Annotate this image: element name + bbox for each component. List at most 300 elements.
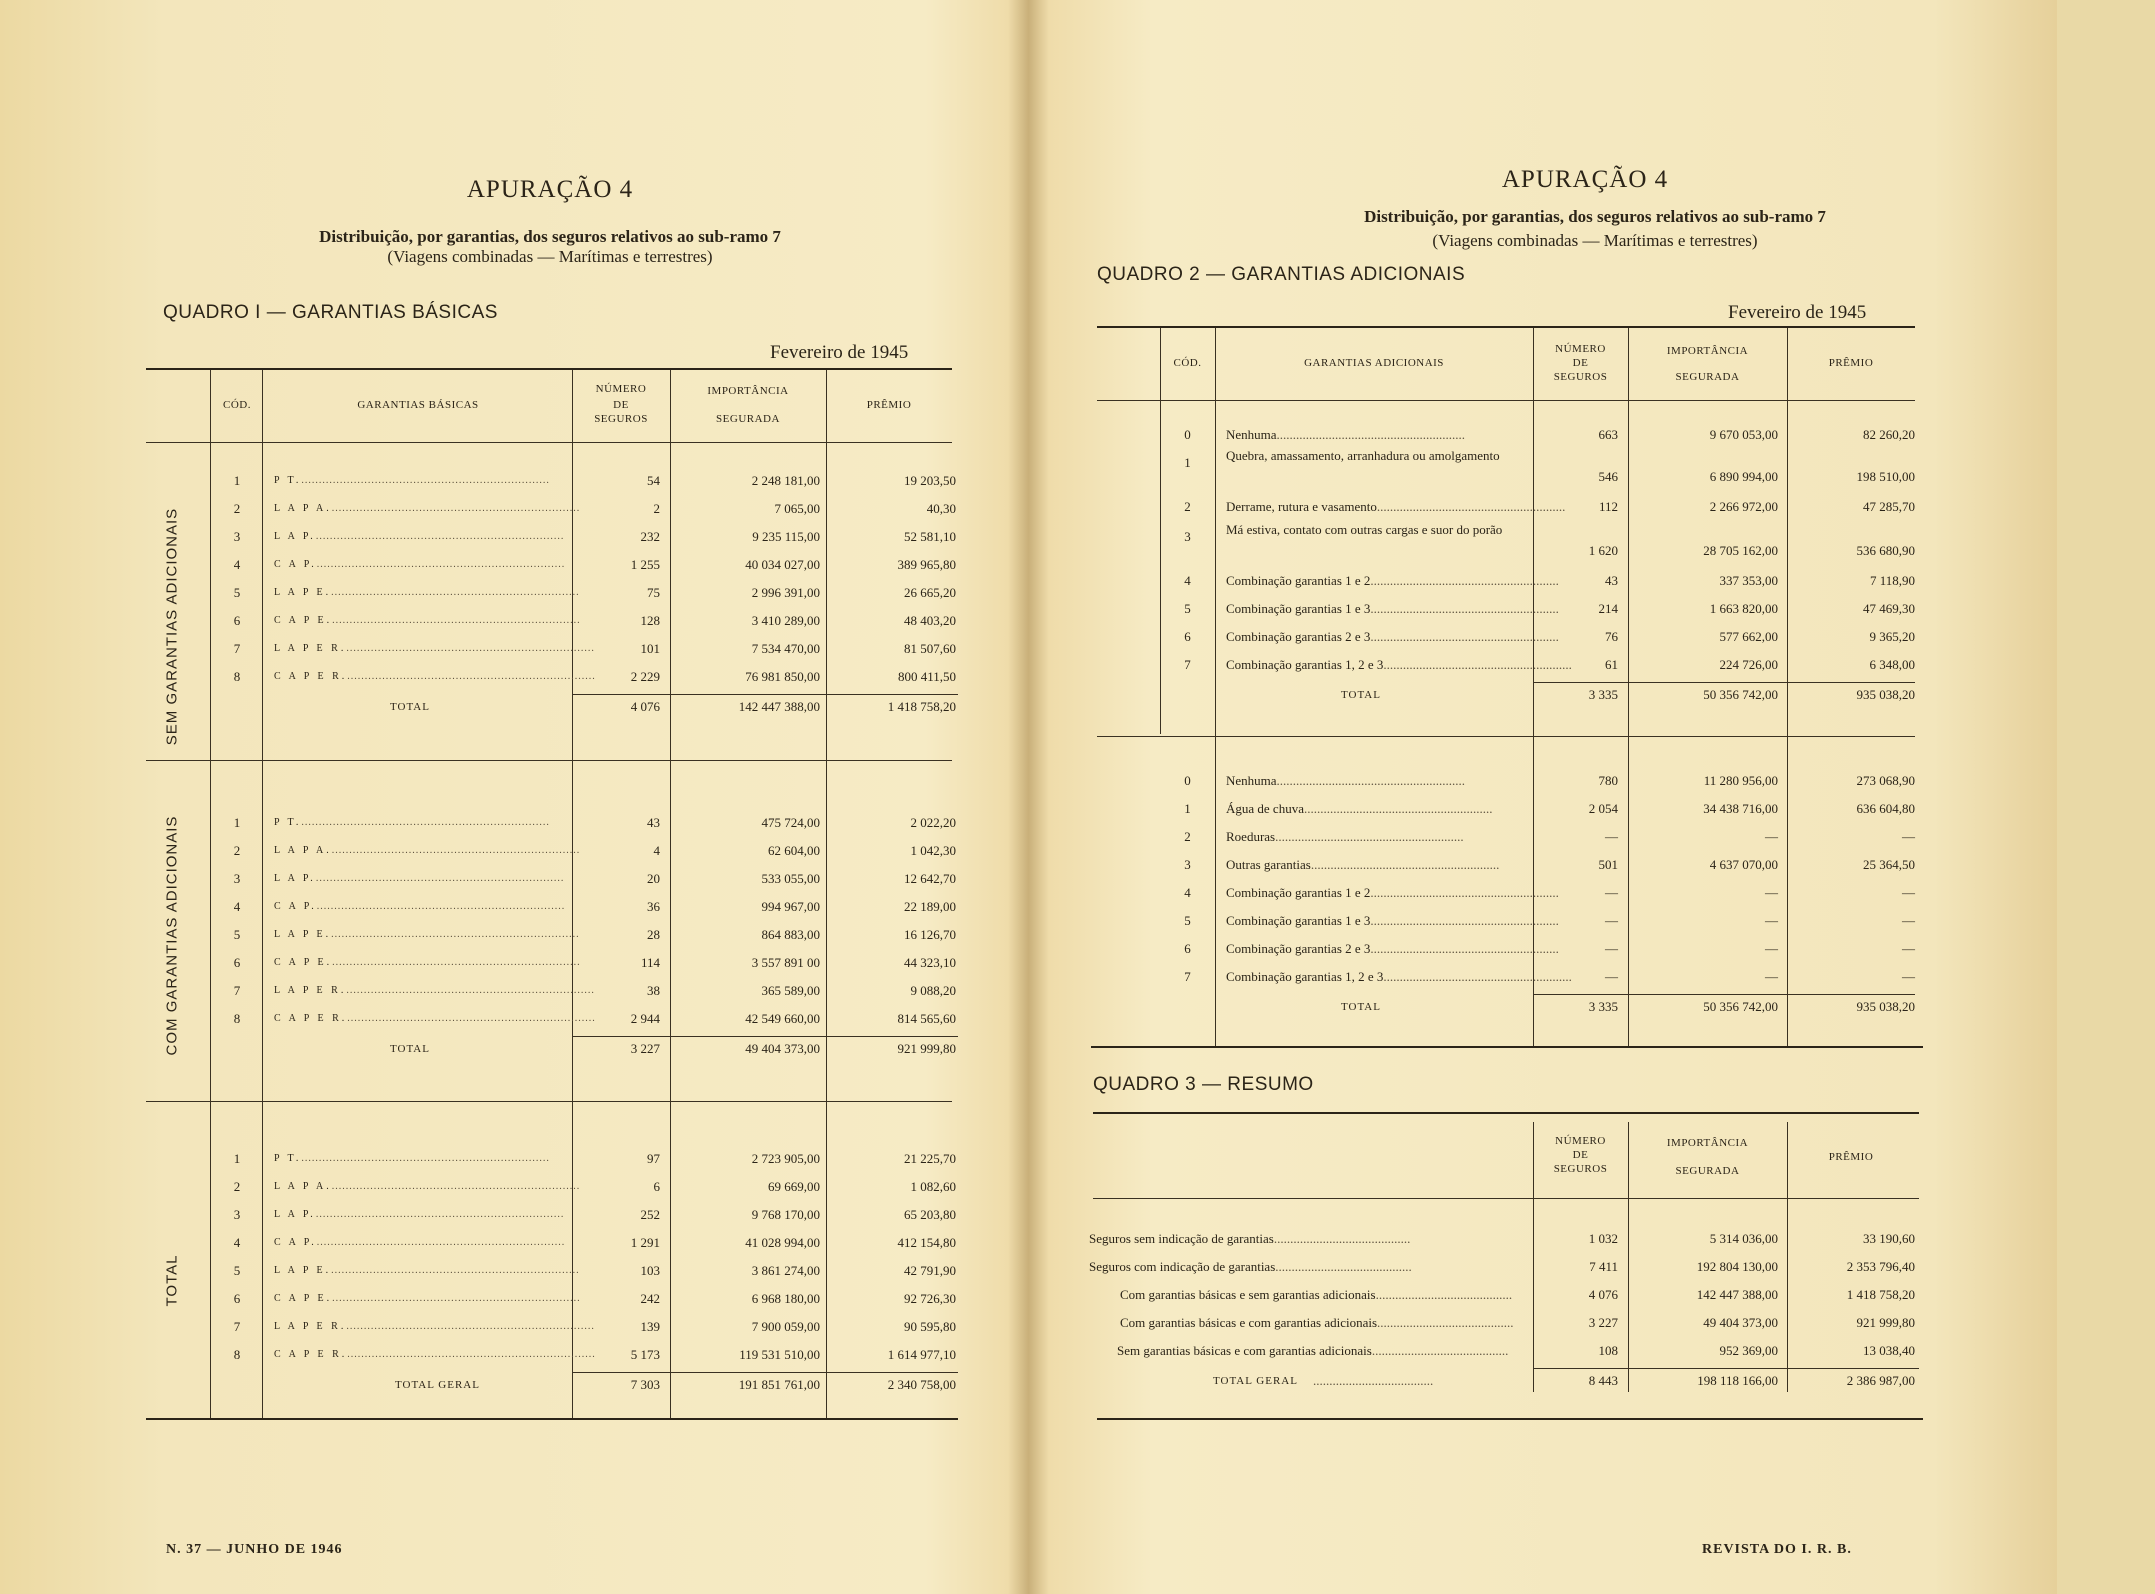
leader-dots: ....................................................................... <box>347 1349 596 1360</box>
resumo-header-rule <box>1093 1198 1919 1199</box>
importancia-cell: 62 604,00 <box>768 843 820 858</box>
cod-cell: 1 <box>1184 801 1191 816</box>
importancia-cell: 119 531 510,00 <box>739 1347 820 1362</box>
importancia-cell: 7 065,00 <box>774 501 820 516</box>
leader-dots: ....................................................................... <box>346 643 595 654</box>
label-cell <box>274 1008 596 1030</box>
label-text: L A P A. <box>274 503 332 514</box>
resumo-row <box>1035 1284 2057 1306</box>
cod-cell: 4 <box>1184 573 1191 588</box>
label-text: L A P A. <box>274 845 332 856</box>
cod-cell: 8 <box>233 1347 241 1362</box>
leader-dots: ....................................................................... <box>316 1237 566 1248</box>
total-label: TOTAL <box>390 701 430 713</box>
total-importancia: 50 356 742,00 <box>1703 999 1778 1014</box>
total-premio: 921 999,80 <box>897 1041 956 1056</box>
leader-dots: .......................................................... <box>1370 885 1559 900</box>
cod-cell: 3 <box>1184 529 1191 544</box>
resumo-top-rule <box>1093 1112 1919 1114</box>
cod-cell: 4 <box>233 557 241 572</box>
resumo-numero: 7 411 <box>1589 1259 1618 1274</box>
importancia-cell: 9 768 170,00 <box>751 1207 820 1222</box>
numero-cell: — <box>1605 913 1618 928</box>
cod-cell: 3 <box>233 1207 241 1222</box>
leader-dots: ..................................... <box>1313 1373 1434 1388</box>
premio-cell: 42 791,90 <box>904 1263 956 1278</box>
importancia-cell: — <box>1765 885 1778 900</box>
numero-cell: 4 <box>653 843 660 858</box>
resumo-premio: 2 353 796,40 <box>1846 1259 1915 1274</box>
importancia-cell: 337 353,00 <box>1719 573 1778 588</box>
premio-cell: 636 604,80 <box>1856 801 1915 816</box>
label-cell <box>1226 910 1559 932</box>
label-cell <box>274 1288 581 1310</box>
label-cell <box>1226 798 1530 820</box>
numero-cell: 128 <box>640 613 660 628</box>
side-label-com: COM GARANTIAS ADICIONAIS <box>163 815 181 1056</box>
table-row <box>0 1344 1020 1366</box>
header-importancia-1: IMPORTÂNCIA <box>1666 345 1749 357</box>
importancia-cell: — <box>1765 941 1778 956</box>
label-text: C A P. <box>274 559 317 570</box>
importancia-cell: 76 981 850,00 <box>745 669 820 684</box>
total-label: TOTAL <box>1341 1001 1381 1013</box>
label-text: L A P E R. <box>274 985 347 996</box>
importancia-cell: 864 883,00 <box>761 927 820 942</box>
group-divider-2 <box>146 1101 952 1102</box>
label-cell <box>274 498 581 520</box>
importancia-cell: 7 900 059,00 <box>751 1319 820 1334</box>
premio-cell: 65 203,80 <box>904 1207 956 1222</box>
resumo-total-label: TOTAL GERAL <box>1213 1375 1298 1387</box>
leader-dots: .......................................................... <box>1276 427 1466 442</box>
subtitle-line-1: Distribuição, por garantias, dos seguros relativos ao sub-ramo 7 <box>319 227 781 246</box>
numero-cell: 139 <box>640 1319 660 1334</box>
table-row <box>1035 570 2057 592</box>
premio-cell: 40,30 <box>926 501 956 516</box>
leader-dots: ....................................................................... <box>315 873 565 884</box>
label-text: C A P E. <box>274 1293 333 1304</box>
importancia-cell: 533 055,00 <box>761 871 820 886</box>
label-cell <box>1226 654 1572 676</box>
table-row <box>1035 882 2057 904</box>
premio-cell: 1 042,30 <box>910 843 956 858</box>
leader-dots: ....................................................................... <box>346 985 595 996</box>
cod-cell: 6 <box>1184 629 1191 644</box>
leader-dots: .......................................................... <box>1383 969 1572 984</box>
table-row <box>0 1008 1020 1030</box>
table-row <box>1035 770 2057 792</box>
right-page <box>1035 0 2057 1594</box>
resumo-numero: 1 032 <box>1588 1231 1618 1246</box>
numero-cell: 36 <box>647 899 660 914</box>
numero-cell: — <box>1605 885 1618 900</box>
table-row <box>1035 938 2057 960</box>
premio-cell: 7 118,90 <box>1869 573 1915 588</box>
cod-cell: 3 <box>233 529 241 544</box>
total-importancia: 50 356 742,00 <box>1703 687 1778 702</box>
leader-dots: ....................................................................... <box>315 531 565 542</box>
premio-cell: 82 260,20 <box>1863 427 1915 442</box>
numero-cell: — <box>1605 969 1618 984</box>
total-numero: 3 227 <box>630 1041 660 1056</box>
label-text: Má estiva, contato com outras cargas e suor do porão <box>1226 522 1503 537</box>
header-garantias: GARANTIAS BÁSICAS <box>357 399 479 411</box>
label-text: L A P. <box>274 1209 316 1220</box>
leader-dots: ....................................................................... <box>331 1181 581 1192</box>
leader-dots: ....................................................................... <box>301 817 550 828</box>
resumo-header-numero-2: DE <box>1572 1149 1589 1161</box>
leader-dots: ....................................................................... <box>331 587 580 598</box>
importancia-cell: 2 723 905,00 <box>751 1151 820 1166</box>
cod-cell: 2 <box>1184 829 1191 844</box>
importancia-cell: 40 034 027,00 <box>745 557 820 572</box>
importancia-cell: 2 266 972,00 <box>1709 499 1778 514</box>
importancia-cell: 3 410 289,00 <box>751 613 820 628</box>
label-text: L A P E R. <box>274 1321 347 1332</box>
label-text: C A P E R. <box>274 1349 348 1360</box>
leader-dots: ....................................................................... <box>347 671 596 682</box>
numero-cell: 2 229 <box>630 669 660 684</box>
header-cod: CÓD. <box>223 399 251 411</box>
resumo-numero: 3 227 <box>1588 1315 1618 1330</box>
label-text: Outras garantias <box>1226 857 1311 872</box>
label-cell <box>274 924 580 946</box>
resumo-header-importancia-1: IMPORTÂNCIA <box>1666 1137 1749 1149</box>
cod-cell: 8 <box>233 669 241 684</box>
header-numero-1: NÚMERO <box>1555 343 1606 355</box>
header-numero-3: SEGUROS <box>594 413 648 425</box>
cod-cell: 7 <box>233 983 241 998</box>
leader-dots: .......................................................... <box>1370 573 1559 588</box>
cod-cell: 8 <box>233 1011 241 1026</box>
label-cell <box>274 582 580 604</box>
resumo-label-text: Com garantias básicas e sem garantias adicionais <box>1120 1287 1376 1302</box>
cod-cell: 5 <box>233 585 241 600</box>
cod-cell: 2 <box>233 843 241 858</box>
label-cell <box>1226 570 1559 592</box>
total-premio: 935 038,20 <box>1856 687 1915 702</box>
label-text: Combinação garantias 2 e 3 <box>1226 629 1371 644</box>
resumo-header-premio: PRÊMIO <box>1828 1151 1874 1163</box>
left-page <box>0 0 1020 1594</box>
resumo-label-text: Seguros sem indicação de garantias <box>1089 1231 1274 1246</box>
label-text: Nenhuma <box>1226 773 1277 788</box>
table-row <box>0 666 1020 688</box>
numero-cell: 5 173 <box>630 1347 660 1362</box>
premio-cell: 21 225,70 <box>904 1151 956 1166</box>
table-row <box>0 840 1020 862</box>
cod-cell: 1 <box>233 1151 241 1166</box>
label-text: Combinação garantias 1, 2 e 3 <box>1226 657 1384 672</box>
label-text: C A P E. <box>274 615 333 626</box>
table-row <box>0 868 1020 890</box>
leader-dots: ....................................................................... <box>332 1293 581 1304</box>
premio-cell: 47 285,70 <box>1863 499 1915 514</box>
importancia-cell: 994 967,00 <box>761 899 820 914</box>
total-row <box>0 1038 1020 1060</box>
label-text: Combinação garantias 1 e 2 <box>1226 885 1371 900</box>
total-numero: 7 303 <box>630 1377 660 1392</box>
header-numero-2: DE <box>613 399 629 411</box>
importancia-cell: 28 705 162,00 <box>1703 543 1778 558</box>
subtitle-line-2: (Viagens combinadas — Marítimas e terrestres) <box>387 247 713 266</box>
header-garantias: GARANTIAS ADICIONAIS <box>1304 357 1444 369</box>
header-bottom-rule <box>1097 400 1915 401</box>
premio-cell: 9 088,20 <box>910 983 956 998</box>
table-top-rule <box>146 368 952 370</box>
numero-cell: 20 <box>647 871 660 886</box>
resumo-importancia: 142 447 388,00 <box>1696 1287 1778 1302</box>
cod-cell: 6 <box>233 613 241 628</box>
leader-dots: .......................................................... <box>1376 499 1566 514</box>
total-rule <box>1533 1368 1919 1369</box>
label-cell <box>274 470 570 492</box>
label-cell <box>274 1316 595 1338</box>
label-text: Combinação garantias 1, 2 e 3 <box>1226 969 1384 984</box>
table-row <box>0 582 1020 604</box>
resumo-importancia: 952 369,00 <box>1719 1343 1778 1358</box>
table-row <box>0 952 1020 974</box>
label-text: Nenhuma <box>1226 427 1277 442</box>
premio-cell: 12 642,70 <box>904 871 956 886</box>
total-numero: 4 076 <box>630 699 660 714</box>
label-text: P T. <box>274 475 302 486</box>
cod-cell: 1 <box>1184 455 1191 470</box>
table-row <box>0 980 1020 1002</box>
numero-cell: 43 <box>647 815 660 830</box>
resumo-premio: 921 999,80 <box>1856 1315 1915 1330</box>
label-cell <box>274 554 570 576</box>
total-importancia: 191 851 761,00 <box>738 1377 820 1392</box>
label-cell <box>1226 424 1530 446</box>
cod-cell: 5 <box>233 1263 241 1278</box>
importancia-cell: 42 549 660,00 <box>745 1011 820 1026</box>
header-cod: CÓD. <box>1173 357 1202 369</box>
importancia-cell: 69 669,00 <box>768 1179 820 1194</box>
total-label: TOTAL <box>1341 689 1381 701</box>
label-text: L A P. <box>274 531 316 542</box>
premio-cell: 52 581,10 <box>904 529 956 544</box>
label-cell <box>1226 448 1530 482</box>
importancia-cell: 6 968 180,00 <box>751 1291 820 1306</box>
importancia-cell: — <box>1765 829 1778 844</box>
table-row <box>0 498 1020 520</box>
quadro-2-bottom-rule <box>1091 1046 1923 1048</box>
leader-dots: ....................................................................... <box>301 1153 550 1164</box>
cod-cell: 1 <box>233 815 241 830</box>
label-cell <box>274 1148 570 1170</box>
leader-dots: ....................................................................... <box>347 1013 596 1024</box>
leader-dots: .......................................................... <box>1370 941 1559 956</box>
table-row <box>1035 966 2057 988</box>
resumo-label-cell <box>1120 1312 1530 1334</box>
label-cell <box>274 666 596 688</box>
label-text: C A P. <box>274 901 317 912</box>
table-row <box>1035 854 2057 876</box>
total-rule <box>1533 994 1915 995</box>
cod-cell: 4 <box>233 899 241 914</box>
resumo-header-numero-3: SEGUROS <box>1553 1163 1608 1175</box>
label-text: C A P. <box>274 1237 317 1248</box>
premio-cell: 536 680,90 <box>1856 543 1915 558</box>
label-text: Combinação garantias 1 e 2 <box>1226 573 1371 588</box>
header-importancia-2: SEGURADA <box>716 413 780 425</box>
cod-cell: 7 <box>233 641 241 656</box>
table-row <box>0 1260 1020 1282</box>
resumo-premio: 1 418 758,20 <box>1846 1287 1915 1302</box>
table-row <box>0 526 1020 548</box>
label-cell <box>274 812 570 834</box>
quadro-3-title: QUADRO 3 — RESUMO <box>1093 1074 1314 1095</box>
premio-cell: — <box>1902 913 1915 928</box>
leader-dots: .......................................................... <box>1370 913 1559 928</box>
premio-cell: 16 126,70 <box>904 927 956 942</box>
total-premio: 1 418 758,20 <box>887 699 956 714</box>
table-top-rule <box>1097 326 1915 328</box>
importancia-cell: — <box>1765 913 1778 928</box>
header-bottom-rule <box>146 442 952 443</box>
table-row <box>0 1148 1020 1170</box>
importancia-cell: 41 028 994,00 <box>745 1235 820 1250</box>
premio-cell: 90 595,80 <box>904 1319 956 1334</box>
table-row <box>1035 522 2057 558</box>
header-importancia-1: IMPORTÂNCIA <box>707 385 789 397</box>
label-cell <box>274 1260 580 1282</box>
header-numero-3: SEGUROS <box>1553 371 1608 383</box>
total-label: TOTAL GERAL <box>395 1379 480 1391</box>
label-cell <box>274 840 581 862</box>
leader-dots: ....................................................................... <box>316 559 566 570</box>
numero-cell: 101 <box>640 641 660 656</box>
premio-cell: 22 189,00 <box>904 899 956 914</box>
leader-dots: .......................................................... <box>1310 857 1500 872</box>
importancia-cell: 4 637 070,00 <box>1709 857 1778 872</box>
premio-cell: 25 364,50 <box>1863 857 1915 872</box>
importancia-cell: 11 280 956,00 <box>1703 773 1778 788</box>
premio-cell: 44 323,10 <box>904 955 956 970</box>
numero-cell: 54 <box>647 473 660 488</box>
cod-cell: 2 <box>1184 499 1191 514</box>
cod-cell: 5 <box>1184 913 1191 928</box>
premio-cell: — <box>1902 885 1915 900</box>
page-footer-left: N. 37 — JUNHO DE 1946 <box>166 1542 343 1557</box>
leader-dots: .......................................... <box>1371 1343 1509 1358</box>
resumo-label-text: Seguros com indicação de garantias <box>1089 1259 1276 1274</box>
leader-dots: ....................................................................... <box>332 615 581 626</box>
header-premio: PRÊMIO <box>866 399 912 411</box>
total-numero: 3 335 <box>1588 687 1618 702</box>
cod-cell: 7 <box>1184 969 1191 984</box>
resumo-numero: 108 <box>1598 1343 1618 1358</box>
importancia-cell: 475 724,00 <box>761 815 820 830</box>
resumo-total-row <box>1035 1370 2057 1392</box>
group-divider-1 <box>146 760 952 761</box>
table-row <box>1035 496 2057 518</box>
label-cell <box>1226 826 1530 848</box>
total-row <box>0 1374 1020 1396</box>
label-text: P T. <box>274 1153 302 1164</box>
label-text: C A P E. <box>274 957 333 968</box>
resumo-row <box>1035 1340 2057 1362</box>
table-date: Fevereiro de 1945 <box>770 342 909 363</box>
total-rule <box>572 694 958 695</box>
cod-cell: 0 <box>1184 773 1191 788</box>
leader-dots: .......................................................... <box>1383 657 1572 672</box>
resumo-total-numero: 8 443 <box>1588 1373 1618 1388</box>
table-row <box>0 812 1020 834</box>
numero-cell: 663 <box>1598 427 1618 442</box>
numero-cell: 242 <box>640 1291 660 1306</box>
label-text: L A P E. <box>274 929 332 940</box>
total-row <box>1035 996 2057 1018</box>
resumo-header-importancia-2: SEGURADA <box>1675 1165 1740 1177</box>
numero-cell: 2 054 <box>1588 801 1618 816</box>
resumo-label-cell <box>1089 1256 1530 1278</box>
cod-cell: 7 <box>1184 657 1191 672</box>
label-text: Combinação garantias 2 e 3 <box>1226 941 1371 956</box>
table-row <box>1035 654 2057 676</box>
quadro-2-title: QUADRO 2 — GARANTIAS ADICIONAIS <box>1097 264 1466 285</box>
premio-cell: 9 365,20 <box>1869 629 1915 644</box>
label-text: Derrame, rutura e vasamento <box>1226 499 1377 514</box>
label-text: P T. <box>274 817 302 828</box>
label-cell <box>274 952 581 974</box>
total-importancia: 142 447 388,00 <box>738 699 820 714</box>
importancia-cell: 6 890 994,00 <box>1709 469 1778 484</box>
table-row <box>0 896 1020 918</box>
numero-cell: 232 <box>640 529 660 544</box>
leader-dots: .......................................................... <box>1275 829 1464 844</box>
importancia-cell: 7 534 470,00 <box>751 641 820 656</box>
leader-dots: ....................................................................... <box>301 475 550 486</box>
table-row <box>1035 798 2057 820</box>
numero-cell: 61 <box>1605 657 1618 672</box>
label-text: L A P E. <box>274 1265 332 1276</box>
leader-dots: ....................................................................... <box>316 901 566 912</box>
leader-dots: .......................................... <box>1375 1287 1513 1302</box>
header-numero-1: NÚMERO <box>595 383 647 395</box>
leader-dots: .......................................................... <box>1303 801 1493 816</box>
importancia-cell: 577 662,00 <box>1719 629 1778 644</box>
table-bottom-rule <box>146 1418 958 1420</box>
leader-dots: .......................................................... <box>1370 601 1559 616</box>
premio-cell: 273 068,90 <box>1856 773 1915 788</box>
premio-cell: — <box>1902 941 1915 956</box>
table-row <box>0 1232 1020 1254</box>
numero-cell: 43 <box>1605 573 1618 588</box>
importancia-cell: 9 235 115,00 <box>752 529 820 544</box>
label-cell <box>1226 522 1530 556</box>
label-cell <box>1226 938 1559 960</box>
header-importancia-2: SEGURADA <box>1675 371 1740 383</box>
label-cell <box>274 638 595 660</box>
label-cell <box>1226 496 1566 518</box>
label-cell <box>274 1232 570 1254</box>
importancia-cell: 365 589,00 <box>761 983 820 998</box>
table-row <box>0 1316 1020 1338</box>
subtitle-line-1: Distribuição, por garantias, dos seguros relativos ao sub-ramo 7 <box>1364 207 1826 226</box>
numero-cell: 112 <box>1598 499 1618 514</box>
cod-cell: 3 <box>1184 857 1191 872</box>
leader-dots: ....................................................................... <box>331 503 581 514</box>
page-title: APURAÇÃO 4 <box>466 176 634 203</box>
leader-dots: .......................................... <box>1377 1315 1514 1330</box>
table-row <box>0 1288 1020 1310</box>
cod-cell: 5 <box>1184 601 1191 616</box>
leader-dots: ....................................................................... <box>331 1265 580 1276</box>
resumo-header-numero-1: NÚMERO <box>1555 1135 1606 1147</box>
